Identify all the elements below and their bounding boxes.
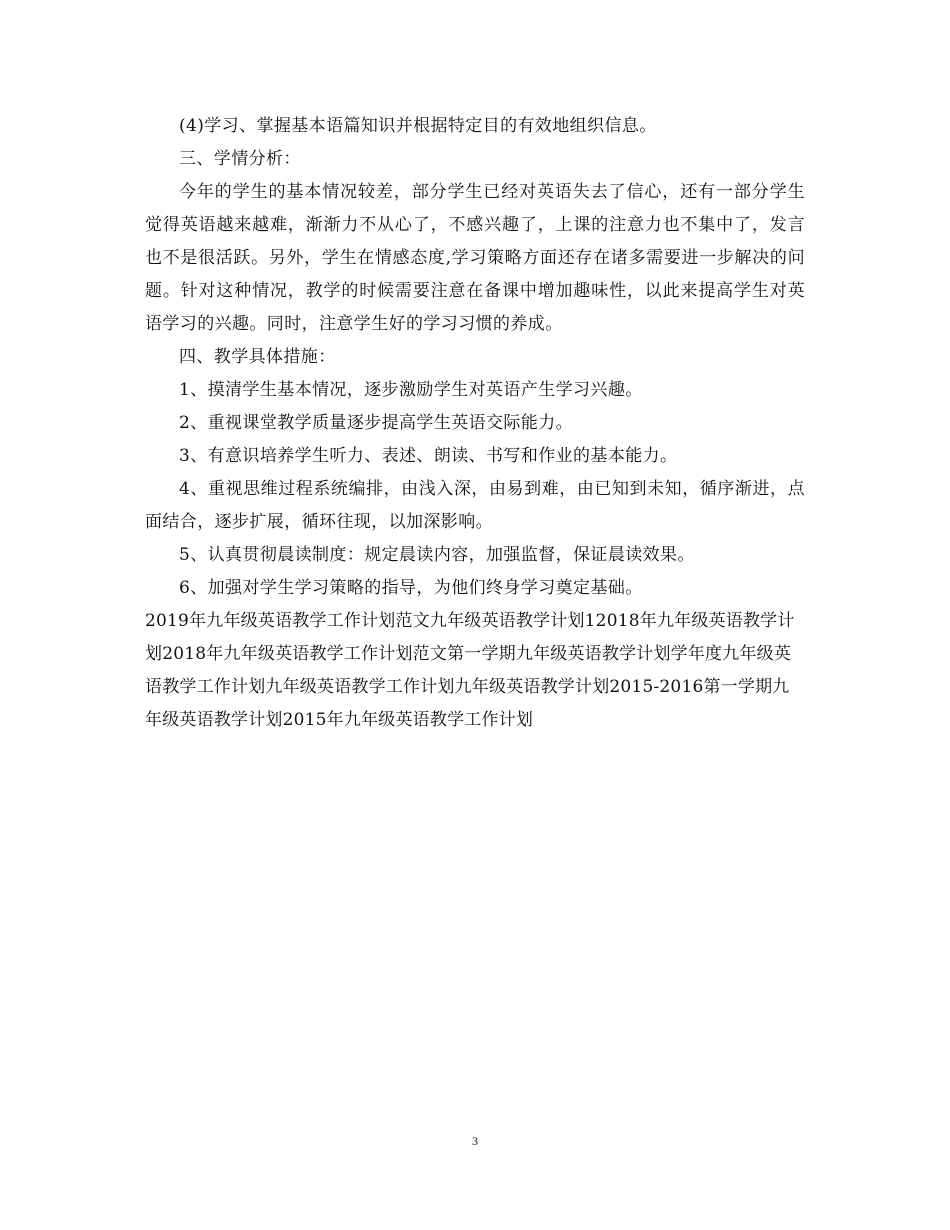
document-body [145,110,805,737]
heading-teaching-measures: 四、教学具体措施： [179,347,336,367]
page-number: 3 [472,1134,478,1148]
related-documents-text: 2019年九年级英语教学工作计划范文九年级英语教学计划12018年九年级英语教学计划2018年九年级英语教学工作计划范文第一学期九年级英语教学计划学年度九年级英语教学工作计划九年级英语教学工作计划九年级英语教学计划2015-2016第一学期九年级英语教学计划2015年九年级英语教学工作计划 [145,611,795,730]
paragraph-student-analysis: 今年的学生的基本情况较差，部分学生已经对英语失去了信心，还有一部分学生觉得英语越来越难，渐渐力不从心了，不感兴趣了，上课的注意力也不集中了，发言也不是很活跃。另外，学生在情感态度,学习策略方面还存在诸多需要进一步解决的问题。针对这种情况，教学的时候需要注意在备课中增加趣味性，以此来提高学生对英语学习的兴趣。同时，注意学生好的学习习惯的养成。 [145,182,805,334]
measure-item-3: 3、有意识培养学生听力、表述、朗读、书写和作业的基本能力。 [179,446,678,466]
measure-item-2: 2、重视课堂教学质量逐步提高学生英语交际能力。 [179,413,574,433]
measure-item-4: 4、重视思维过程系统编排，由浅入深，由易到难，由已知到未知，循序渐进，点面结合，逐步扩展，循环往现，以加深影响。 [145,479,805,532]
measure-item-1: 1、摸清学生基本情况，逐步激励学生对英语产生学习兴趣。 [179,380,643,400]
measure-item-6: 6、加强对学生学习策略的指导，为他们终身学习奠定基础。 [179,578,643,598]
heading-student-analysis: 三、学情分析： [179,149,301,169]
paragraph-objective-4: (4)学习、掌握基本语篇知识并根据特定目的有效地组织信息。 [179,116,657,136]
measure-item-5: 5、认真贯彻晨读制度：规定晨读内容，加强监督，保证晨读效果。 [179,545,695,565]
